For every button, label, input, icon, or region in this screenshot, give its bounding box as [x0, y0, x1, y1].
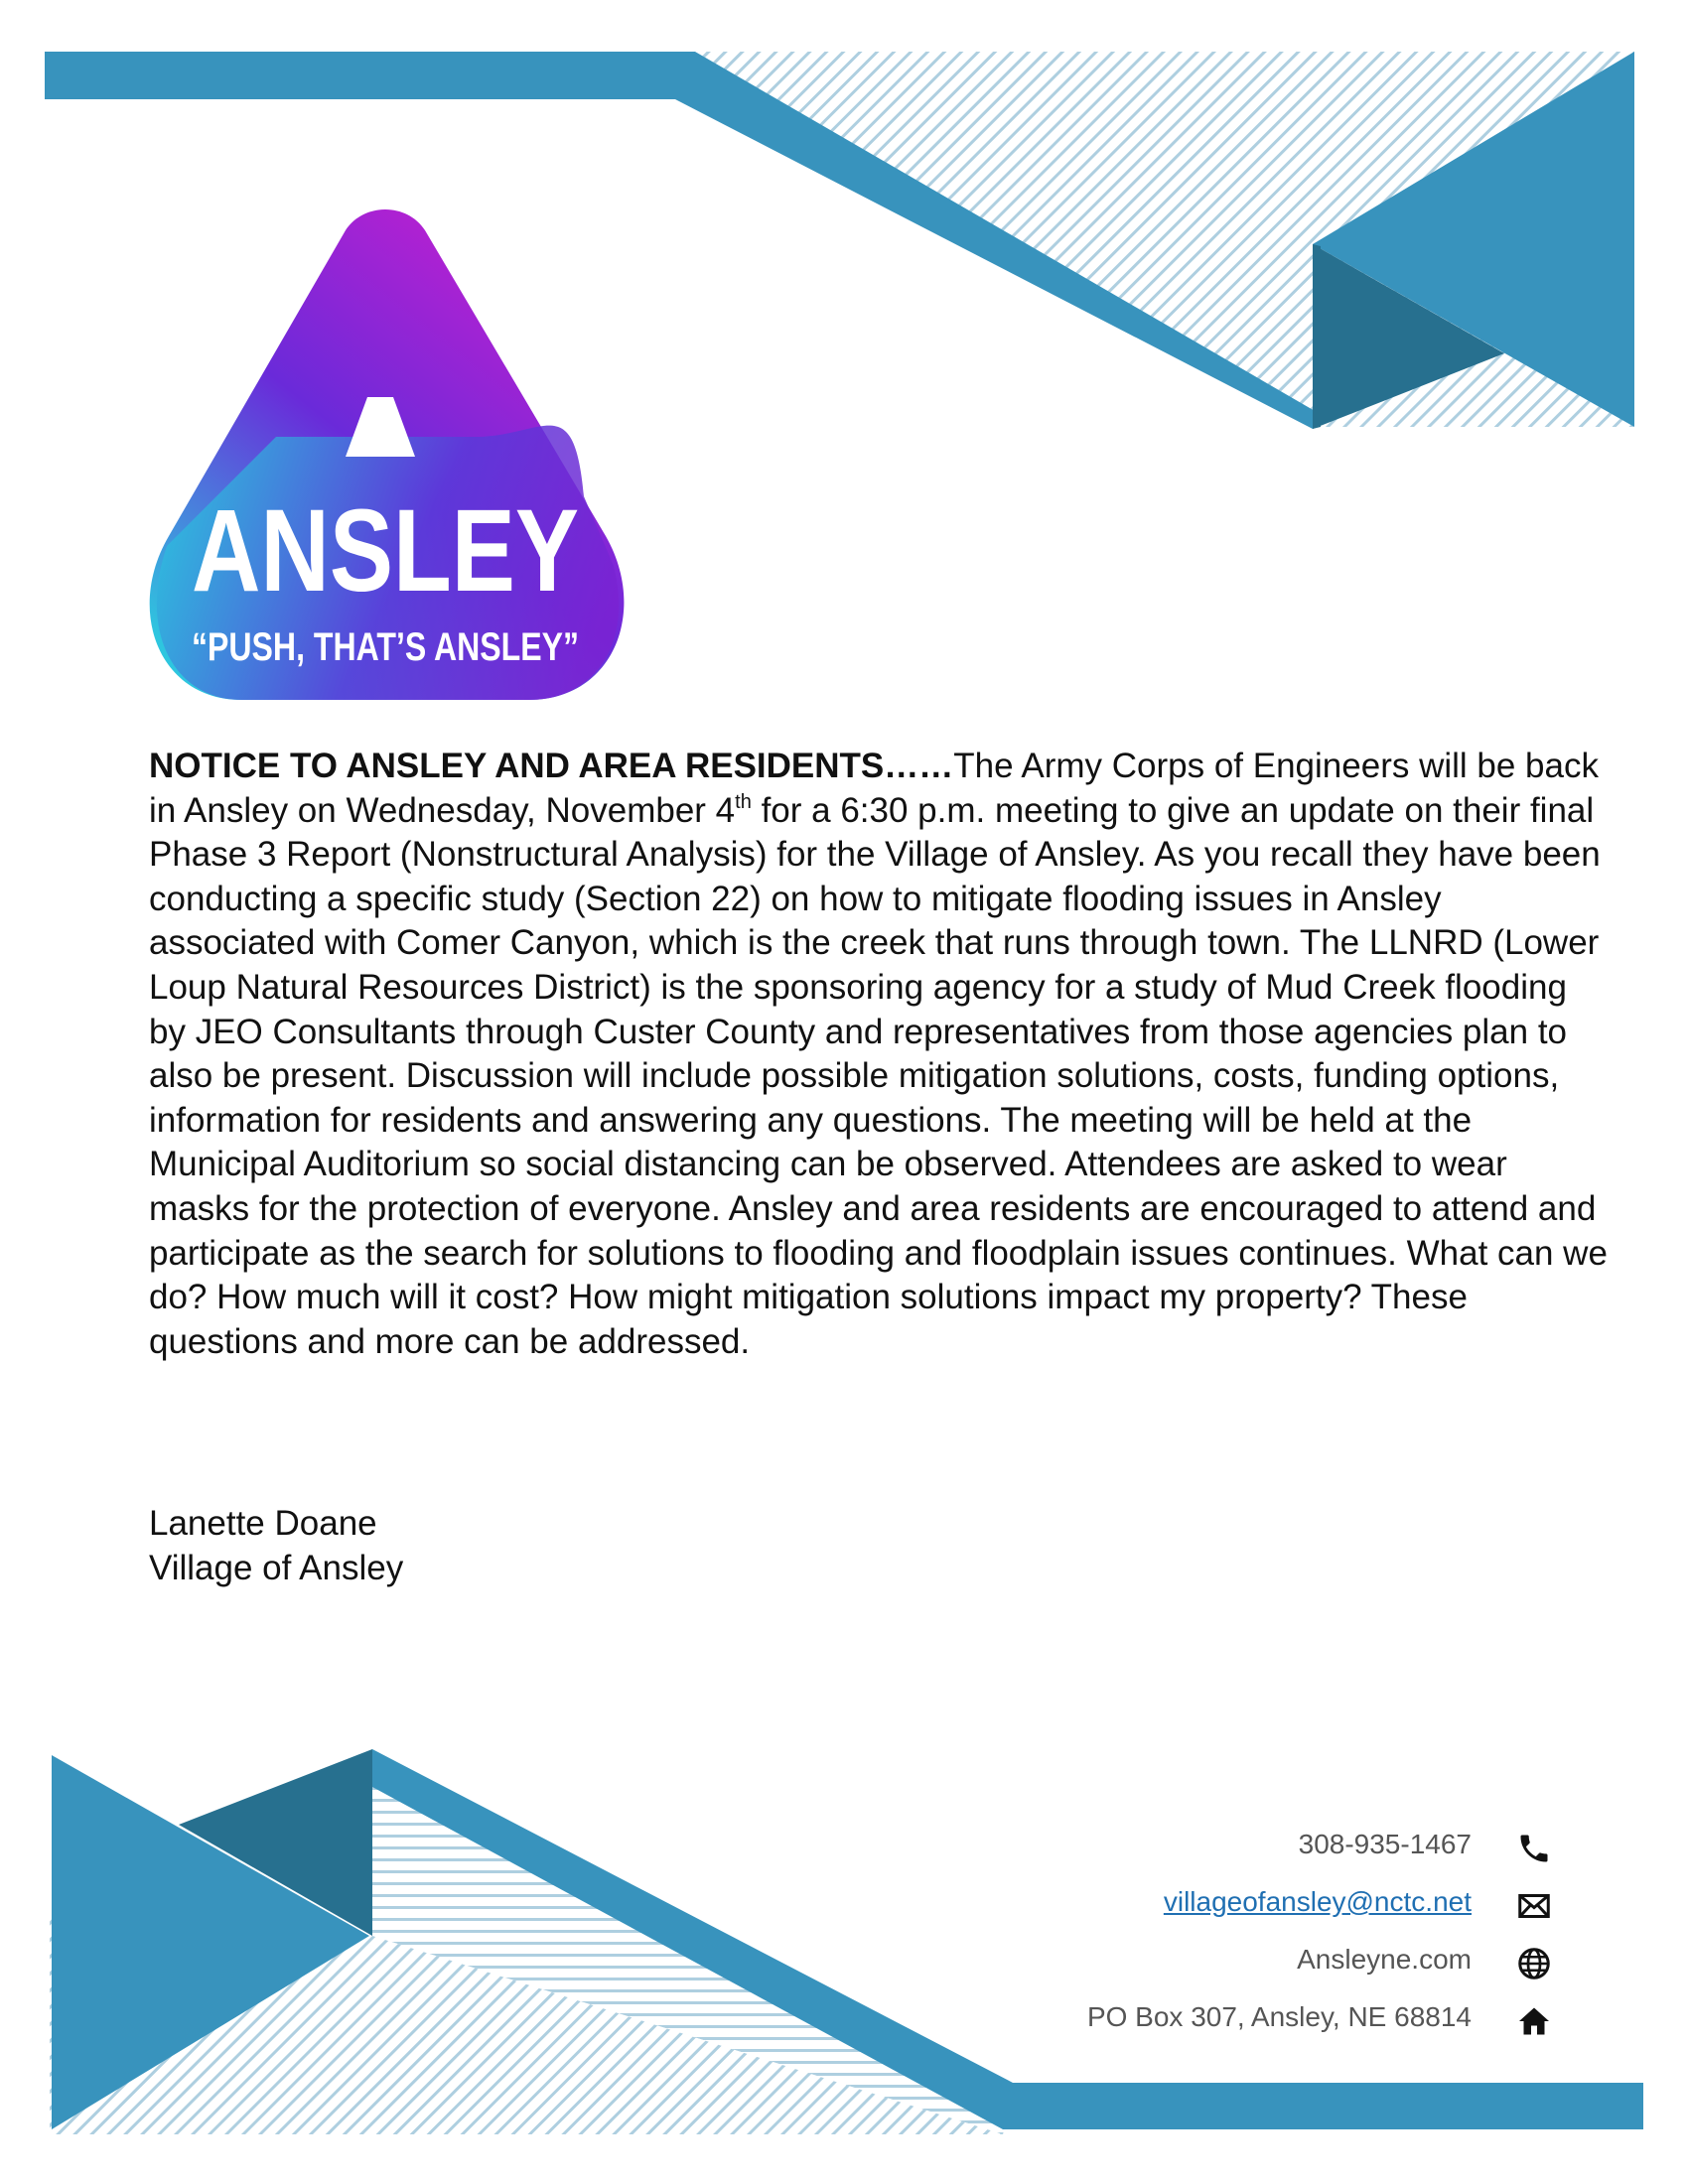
contact-address: PO Box 307, Ansley, NE 68814 [1086, 2001, 1472, 2032]
contact-website[interactable]: Ansleyne.com [1297, 1944, 1472, 1975]
header-dark-edge [1313, 244, 1321, 429]
contact-email-link[interactable]: villageofansley@nctc.net [1163, 1886, 1472, 1917]
ansley-logo-mark [147, 208, 633, 705]
logo-tagline: “PUSH, THAT’S ANSLEY” [192, 625, 579, 669]
envelope-icon [1516, 1888, 1552, 1924]
ordinal-suffix: th [735, 790, 752, 813]
notice-heading: NOTICE TO ANSLEY AND AREA RESIDENTS…… [149, 747, 954, 785]
notice-body [149, 745, 1609, 1364]
signature-org: Village of Ansley [149, 1549, 404, 1587]
signature-name: Lanette Doane [149, 1504, 377, 1543]
signature-block [149, 1501, 403, 1590]
contact-phone: 308-935-1467 [1298, 1829, 1472, 1859]
notice-text-part1: The Army Corps of Engineers will be back in Ansley on Wednesday, November 4 [149, 747, 1599, 830]
globe-icon [1516, 1946, 1552, 1981]
phone-icon [1516, 1831, 1552, 1866]
ansley-logo [147, 208, 633, 705]
notice-text-part2: for a 6:30 p.m. meeting to give an update on their final Phase 3 Report (Nonstructural Analysis) for the Village of Ansley. As you recall they have been conducting a specific study (Section 22) on how to mitigate flooding issues in Ansley associated with Comer Canyon, which is the creek that runs through town. The LLNRD (Lower Loup Natural Resources District) is the sponsoring agency for a study of Mud Creek flooding by JEO Consultants through Custer County and representatives from those agencies plan to also be present. Discussion will include possible mitigation solutions, costs, funding options, information for residents and answering any questions. The meeting will be held at the Municipal Auditorium so social distancing can be observed. Attendees are asked to wear masks for the protection of everyone. Ansley and area residents are encouraged to attend and participate as the search for solutions to flooding and floodplain issues continues. What can we do? How much will it cost? How might mitigation solutions impact my property? These questions and more can be addressed. [149, 790, 1608, 1361]
home-icon [1516, 2003, 1552, 2039]
logo-name: ANSLEY [192, 485, 579, 616]
